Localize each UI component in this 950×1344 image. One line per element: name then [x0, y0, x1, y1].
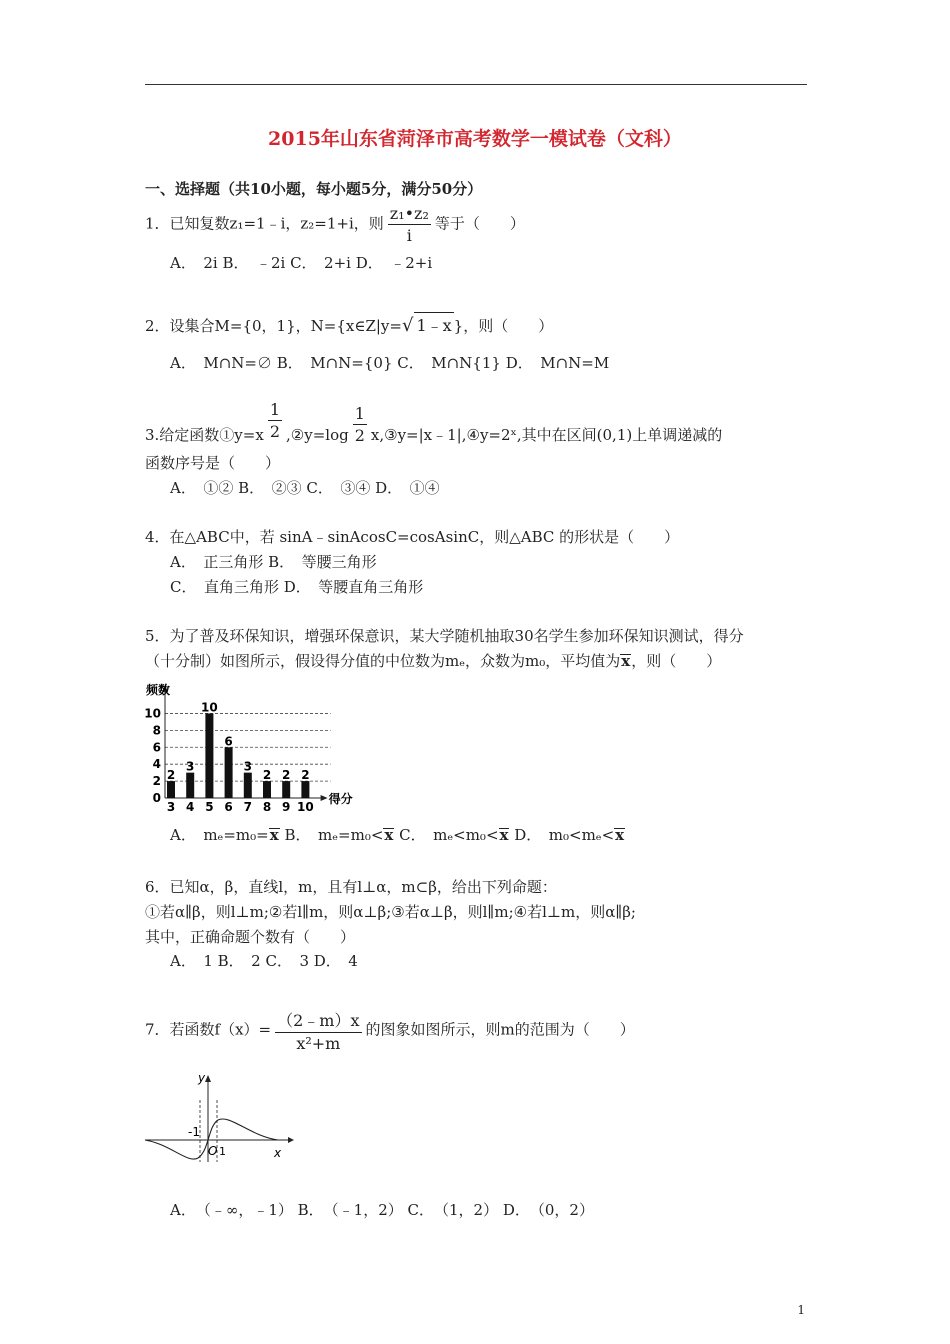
bar-value-label: 6: [224, 734, 233, 749]
bar-value-label: 3: [243, 759, 252, 774]
y-tick-label: 8: [152, 723, 161, 738]
question-5: 5．为了普及环保知识，增强环保意识，某大学随机抽取30名学生参加环保知识测试，得分: [145, 627, 744, 645]
q1-text: 1．已知复数z₁=1﹣i，z₂=1+i，则: [145, 214, 384, 233]
graph-label-origin: O: [208, 1144, 218, 1158]
q1-fraction: $\frac{\text{z₁•z₂}}{i}$: [389, 204, 429, 245]
bar-value-label: 10: [201, 700, 218, 715]
bar-3: [167, 781, 175, 798]
graph-label-neg1: -1: [188, 1125, 200, 1139]
page-number: 1: [797, 1303, 805, 1317]
header-rule: [145, 84, 807, 85]
y-tick-label: 4: [152, 757, 161, 772]
question-6: 6．已知α，β，直线l，m，且有l⊥α，m⊂β，给出下列命题：: [145, 878, 557, 896]
bar-10: [301, 781, 309, 798]
bar-5: [205, 713, 213, 798]
y-tick-label: 0: [152, 791, 161, 805]
q6-line3: 其中，正确命题个数有（ ）: [145, 928, 356, 946]
bar-9: [282, 781, 290, 798]
question-4: 4．在△ABC中，若 sinA﹣sinAcosC=cosAsinC，则△ABC 的形状是（ ）: [145, 528, 680, 546]
x-tick-label: 10: [297, 800, 314, 814]
chart-layer: [144, 682, 352, 814]
bar-8: [263, 781, 271, 798]
q1-options: A． 2i B． ﹣2i C． 2+i D． ﹣2+i: [170, 254, 433, 272]
y-tick-label: 2: [152, 774, 161, 789]
x-tick-label: 4: [186, 800, 195, 814]
question-2: 2．设集合M={0，1}，N={x∈Z|y=√ 1﹣x }，则（ ）: [145, 312, 553, 336]
bar-6: [225, 747, 233, 798]
x-axis-arrow-icon: [288, 1137, 294, 1143]
x-tick-label: 5: [205, 800, 214, 814]
y-tick-label: 10: [144, 706, 161, 721]
chart-x-label: 得分: [328, 792, 353, 806]
y-tick-label: 6: [152, 740, 161, 755]
q3-line2: 函数序号是（ ）: [145, 454, 281, 472]
bar-value-label: 2: [301, 768, 310, 783]
question-3: 3.给定函数①y=x $\frac{1}{2}$ ,②y=log $\frac{1}{2}$ x,③y=|x﹣1|,④y=2ˣ,其中在区间(0,1)上单调递减的: [145, 400, 723, 445]
chart-y-label: 频数: [146, 683, 171, 697]
question-7: 7．若函数f（x）= $\frac{(2﹣m)x}{\text{x²+m}}$ 的图象如图所示，则m的范围为（ ）: [145, 1008, 635, 1053]
q4-options-2: C． 直角三角形 D． 等腰直角三角形: [170, 578, 424, 596]
y-axis-arrow-icon: [205, 1075, 211, 1082]
page-title: 2015年山东省菏泽市高考数学一模试卷（文科）: [268, 128, 682, 150]
question-1: 1．已知复数z₁=1﹣i，z₂=1+i，则 $\frac{\text{z₁•z₂}}{i}$ 等于（ ）: [145, 204, 525, 245]
sqrt-icon: √: [401, 315, 414, 336]
frequency-bar-chart: [140, 680, 360, 820]
graph-label-1: 1: [219, 1145, 226, 1158]
q3-options: A． ①② B． ②③ C． ③④ D． ①④: [170, 479, 440, 497]
q7-options: A． （﹣∞，﹣1） B． （﹣1，2） C． （1，2） D． （0，2）: [170, 1201, 594, 1219]
q3-log-base: $\frac{1}{2}$: [354, 404, 365, 445]
bar-value-label: 3: [186, 759, 195, 774]
q6-options: A． 1 B． 2 C． 3 D． 4: [170, 952, 358, 970]
q6-line2: ①若α∥β，则l⊥m;②若l∥m，则α⊥β;③若α⊥β，则l∥m;④若l⊥m，则α∥β;: [145, 903, 636, 921]
graph-x-label: x: [274, 1146, 282, 1160]
graph-y-label: y: [198, 1071, 206, 1085]
x-tick-label: 6: [224, 800, 233, 814]
bar-value-label: 2: [166, 768, 176, 783]
q4-options-1: A． 正三角形 B． 等腰三角形: [170, 553, 377, 571]
q3-exponent: $\frac{1}{2}$: [269, 400, 281, 441]
q2-options: A． M∩N=∅ B． M∩N={0} C． M∩N{1} D． M∩N=M: [170, 354, 610, 372]
xbar-symbol: x: [621, 652, 631, 670]
section-heading: 一、选择题（共10小题，每小题5分，满分50分）: [145, 180, 483, 198]
q7-fraction: $\frac{(2﹣m)x}{\text{x²+m}}$: [275, 1008, 361, 1053]
bar-4: [186, 773, 194, 798]
q5-options: A． mₑ=m₀=x B． mₑ=m₀<x C． mₑ<m₀<x D． m₀<mₑ<x: [170, 826, 625, 844]
chart-x-arrow-icon: [321, 795, 328, 801]
q2-sqrt: 1﹣x: [414, 312, 453, 336]
function-graph: [140, 1070, 300, 1165]
x-tick-label: 3: [166, 800, 176, 814]
q5-line2: （十分制）如图所示，假设得分值的中位数为mₑ，众数为m₀，平均值为x，则（ ）: [145, 652, 722, 670]
x-tick-label: 8: [262, 800, 272, 814]
x-tick-label: 9: [282, 800, 291, 814]
bar-7: [244, 773, 252, 798]
bar-value-label: 2: [282, 768, 291, 783]
bar-value-label: 2: [262, 768, 272, 783]
x-tick-label: 7: [243, 800, 252, 814]
